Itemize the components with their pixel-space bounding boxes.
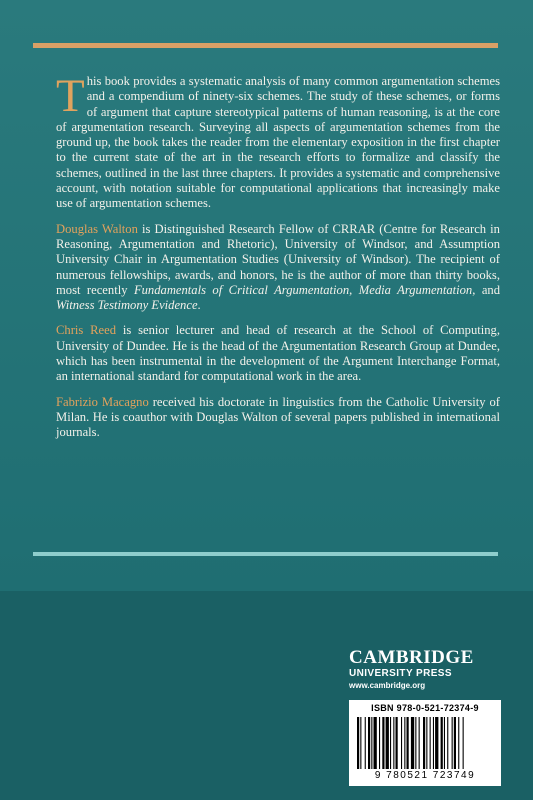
bottom-rule bbox=[33, 552, 498, 556]
blurb-text: his book provides a systematic analysis of many common argumentation schemes and a compendium of ninety-six schemes. The study of these schemes, or forms of argument that capture stereotypical patterns of human reasoning, is at the core of argumentation research. Surveying all aspects of argumentation schemes from the ground up, the book takes the reader from the elementary exposition in the first chapter to the current state of the art in the research efforts to formalize and classify the schemes, outlined in the last three chapters. It provides a systematic and comprehensive account, with notation suitable for computational applications that increasingly make use of argumentation schemes. bbox=[56, 74, 500, 211]
barcode-bar bbox=[386, 717, 389, 769]
separator: , bbox=[349, 282, 359, 297]
separator: . bbox=[197, 298, 201, 313]
barcode-bar bbox=[415, 717, 416, 769]
barcode-bar bbox=[463, 717, 464, 769]
author-bio-reed bbox=[56, 323, 500, 384]
author-name: Douglas Walton bbox=[56, 221, 138, 236]
barcode-bar bbox=[444, 717, 445, 769]
barcode-number: 9 780521 723749 bbox=[374, 770, 476, 781]
barcode-bar bbox=[357, 717, 359, 769]
barcode-bar bbox=[419, 717, 420, 769]
barcode-bar bbox=[382, 717, 384, 769]
back-cover-text bbox=[56, 70, 501, 451]
isbn-text: ISBN 978-0-521-72374-9 bbox=[371, 703, 479, 713]
barcode-bar bbox=[379, 717, 380, 769]
publisher-sub: UNIVERSITY PRESS bbox=[349, 668, 452, 679]
barcode-bar bbox=[452, 717, 453, 769]
barcode-bar bbox=[441, 717, 443, 769]
isbn-barcode bbox=[349, 700, 501, 786]
publisher-logo bbox=[349, 648, 474, 692]
blurb-paragraph bbox=[56, 70, 500, 212]
barcode-bar bbox=[404, 717, 405, 769]
book-title: Fundamentals of Critical Argumentation bbox=[133, 282, 350, 297]
author-bio-text: is senior lecturer and head of research at the School of Computing, University of Dundee. He is the head of the Argumentation Research Group at Dundee, which has been instrumental in the development of the Argument Interchange Format, an international standard for computational work in the area. bbox=[56, 323, 500, 384]
barcode-bar bbox=[407, 717, 409, 769]
separator: , and bbox=[472, 282, 501, 297]
barcode-bar bbox=[435, 717, 438, 769]
barcode-bar bbox=[365, 717, 366, 769]
barcode-bar bbox=[374, 717, 377, 769]
barcode-bar bbox=[426, 717, 427, 769]
barcode-bar bbox=[458, 717, 459, 769]
barcode-bar bbox=[371, 717, 372, 769]
author-name: Fabrizio Macagno bbox=[56, 394, 149, 409]
book-title: Witness Testimony Evidence bbox=[56, 298, 198, 313]
author-bio-walton bbox=[56, 222, 500, 314]
author-bio-text: received his doctorate in linguistics from the Catholic University of Milan. He is coauthor with Douglas Walton of several papers published in international journals. bbox=[56, 394, 500, 440]
top-rule bbox=[33, 43, 498, 48]
barcode-bar bbox=[447, 717, 448, 769]
barcode-bars bbox=[357, 717, 493, 769]
barcode-bar bbox=[401, 717, 402, 769]
barcode-bar bbox=[396, 717, 398, 769]
author-bio-macagno bbox=[56, 395, 500, 441]
publisher-name: CAMBRIDGE bbox=[349, 647, 474, 668]
barcode-bar bbox=[368, 717, 370, 769]
author-bio-text: is Distinguished Research Fellow of CRRAR (Centre for Research in Reasoning, Argumentation and Rhetoric), University of Windsor, and Assumption University Chair in Argumentation Studies (University of Windsor). The recipient of numerous fellowships, awards, and honors, he is the author of more than thirty books, most recently bbox=[56, 221, 500, 297]
barcode-bar bbox=[454, 717, 456, 769]
barcode-bar bbox=[423, 717, 425, 769]
barcode-bar bbox=[360, 717, 361, 769]
publisher-website: www.cambridge.org bbox=[349, 681, 426, 690]
book-title: Media Argumentation bbox=[358, 282, 473, 297]
barcode-bar bbox=[393, 717, 394, 769]
barcode-bar bbox=[433, 717, 434, 769]
author-name: Chris Reed bbox=[56, 323, 117, 338]
barcode-bar bbox=[411, 717, 414, 769]
drop-cap: T bbox=[56, 70, 85, 122]
barcode-bar bbox=[430, 717, 431, 769]
barcode-bar bbox=[390, 717, 391, 769]
